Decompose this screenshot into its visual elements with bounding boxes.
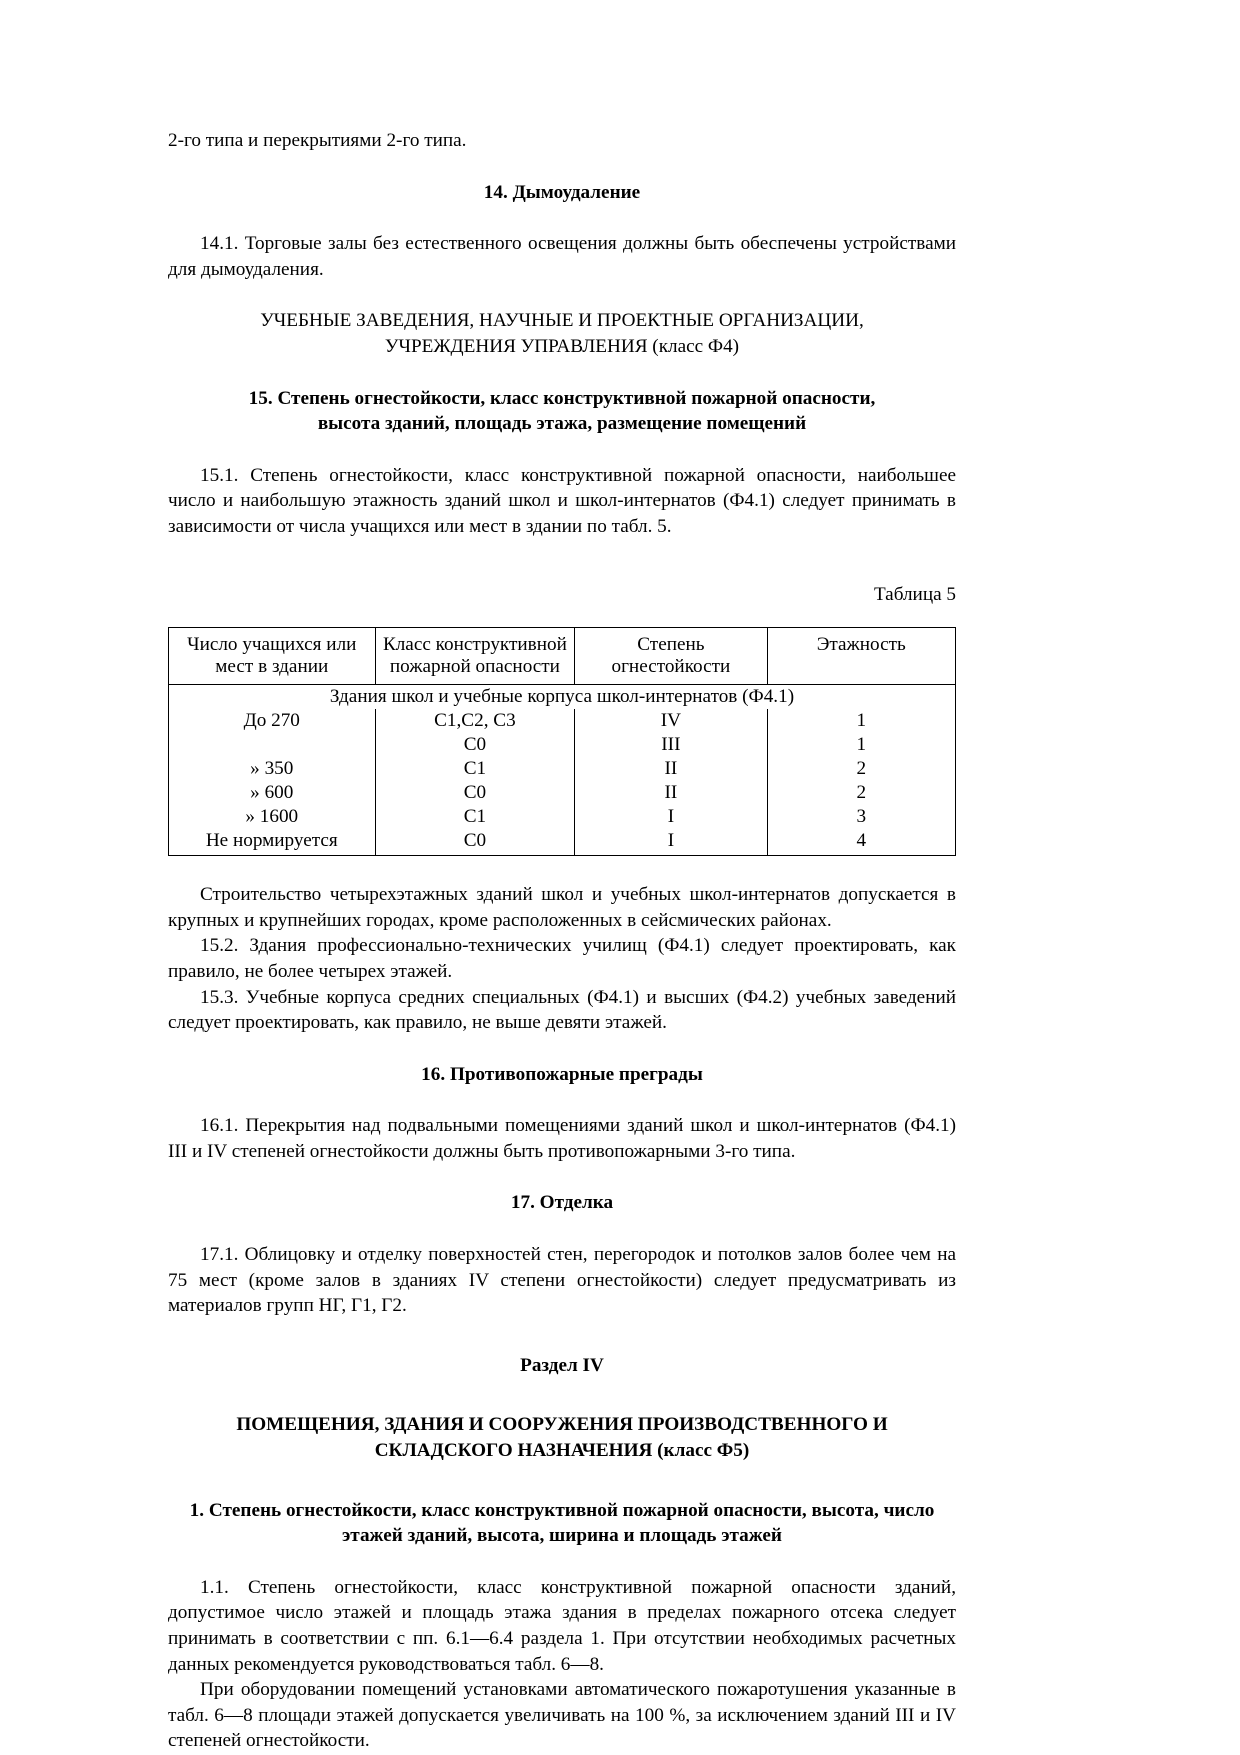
table-5-head (169, 628, 956, 685)
cell-class: С0 (375, 733, 575, 757)
cell-floors: 1 (767, 733, 956, 757)
cell-floors: 2 (767, 757, 956, 781)
paragraph-15-2: 15.2. Здания профессионально-технических училищ (Ф4.1) следует проектировать, как правило, не более четырех этажей. (168, 935, 956, 982)
cell-floors: 4 (767, 829, 956, 856)
header-line2: огнестойкости (611, 656, 731, 678)
header-line2 (859, 656, 864, 677)
document-page (168, 0, 956, 1754)
table-header-cell-class (375, 628, 575, 685)
section-14-heading: 14. Дымоудаление (483, 181, 641, 203)
spacer (168, 1549, 956, 1575)
spacer (168, 1464, 956, 1498)
cell-floors: 3 (767, 805, 956, 829)
cell-count: До 270 (169, 709, 376, 733)
table-header-cell-count (169, 628, 376, 685)
paragraph-1-1: 1.1. Степень огнестойкости, класс конструктивной пожарной опасности зданий, допустимое число этажей и площадь этажа здания в пределах пожарного отсека следует принимать в соответствии с пп. 6.1—6.4 раздела 1. При отсутствии необходимых расчетных данных рекомендуется руководствоваться табл. 6—8. (168, 1576, 956, 1675)
cell-class: С1 (375, 805, 575, 829)
spacer (168, 540, 956, 582)
header-line1: Число учащихся или (187, 634, 357, 656)
table-row (169, 709, 956, 733)
table-row (169, 829, 956, 856)
spacer (168, 1036, 956, 1062)
table-row (169, 733, 956, 757)
header-line2: пожарной опасности (389, 656, 560, 678)
table-5-label: Таблица 5 (873, 583, 956, 605)
razdel-iv-title-line2: СКЛАДСКОГО НАЗНАЧЕНИЯ (класс Ф5) (374, 1440, 750, 1462)
spacer (168, 1087, 956, 1113)
spacer (168, 360, 956, 386)
class-f4-heading-line2: УЧРЕЖДЕНИЯ УПРАВЛЕНИЯ (класс Ф4) (384, 335, 740, 357)
cell-class: С0 (375, 781, 575, 805)
table-header-cell-degree (575, 628, 767, 685)
header-line1: Класс конструктивной (382, 634, 567, 656)
cell-count: Не нормируется (169, 829, 376, 856)
table-5 (168, 627, 956, 856)
cell-count: » 350 (169, 757, 376, 781)
cell-class: С1 (375, 757, 575, 781)
class-f4-heading-line1: УЧЕБНЫЕ ЗАВЕДЕНИЯ, НАУЧНЫЕ И ПРОЕКТНЫЕ ОРГАНИЗАЦИИ, (260, 310, 864, 332)
paragraph-15-3: 15.3. Учебные корпуса средних специальных (Ф4.1) и высших (Ф4.2) учебных заведений следует проектировать, как правило, не выше девяти этажей. (168, 986, 956, 1034)
table-span-cell: Здания школ и учебные корпуса школ-интернатов (Ф4.1) (169, 685, 956, 710)
table-header-row (169, 628, 956, 685)
cell-floors: 1 (767, 709, 956, 733)
section-17-heading: 17. Отделка (510, 1192, 614, 1214)
spacer (168, 1164, 956, 1190)
header-line1: Этажность (816, 634, 906, 656)
section-15-heading-line2: высота зданий, площадь этажа, размещение помещений (317, 413, 807, 435)
cell-degree: I (575, 829, 767, 856)
cell-degree: I (575, 805, 767, 829)
cell-count (169, 733, 376, 757)
section-15-heading-line1: 15. Степень огнестойкости, класс конструктивной пожарной опасности, (248, 387, 876, 409)
paragraph-1-2: При оборудовании помещений установками автоматического пожаротушения указанные в табл. 6—8 площади этажей допускается увеличивать на 100 %, за исключением зданий III и IV степеней огнестойкости. (168, 1679, 956, 1752)
section-1-heading-line1: 1. Степень огнестойкости, класс конструктивной пожарной опасности, высота, число (189, 1499, 935, 1521)
spacer (168, 282, 956, 308)
cell-floors: 2 (767, 781, 956, 805)
header-line2: мест в здании (215, 656, 329, 678)
spacer (168, 856, 956, 882)
table-row (169, 805, 956, 829)
spacer (168, 1216, 956, 1242)
paragraph-16-1: 16.1. Перекрытия над подвальными помещениями зданий школ и школ-интернатов (Ф4.1) III и IV степеней огнестойкости должны быть противопожарными 3-го типа. (168, 1115, 956, 1162)
cell-degree: II (575, 781, 767, 805)
spacer (168, 205, 956, 231)
table-row (169, 781, 956, 805)
cell-degree: IV (575, 709, 767, 733)
cell-class: С1,С2, С3 (375, 709, 575, 733)
paragraph-14-1: 14.1. Торговые залы без естественного освещения должны быть обеспечены устройствами для дымоудаления. (168, 233, 956, 280)
cell-degree: III (575, 733, 767, 757)
continuation-line: 2-го типа и перекрытиями 2-го типа. (168, 130, 467, 151)
razdel-iv-title-line1: ПОМЕЩЕНИЯ, ЗДАНИЯ И СООРУЖЕНИЯ ПРОИЗВОДСТВЕННОГО И (236, 1414, 888, 1436)
paragraph-17-1: 17.1. Облицовку и отделку поверхностей стен, перегородок и потолков залов более чем на 75 мест (кроме залов в зданиях IV степени огнестойкости) следует предусматривать из материалов групп НГ, Г1, Г2. (168, 1244, 956, 1317)
paragraph-15-1: 15.1. Степень огнестойкости, класс конструктивной пожарной опасности, наибольшее число и наибольшую этажность зданий школ и школ-интернатов (Ф4.1) следует принимать в зависимости от числа учащихся или мест в здании по табл. 5. (168, 464, 956, 537)
cell-count: » 1600 (169, 805, 376, 829)
spacer (168, 1378, 956, 1412)
paragraph-after-table: Строительство четырехэтажных зданий школ и учебных школ-интернатов допускается в крупных и крупнейших городах, кроме расположенных в сейсмических районах. (168, 884, 956, 931)
cell-class: С0 (375, 829, 575, 856)
spacer (168, 607, 956, 627)
cell-count: » 600 (169, 781, 376, 805)
table-header-cell-floors (767, 628, 956, 685)
spacer (168, 437, 956, 463)
spacer (168, 1319, 956, 1353)
header-line1: Степень (637, 634, 705, 656)
table-row (169, 757, 956, 781)
spacer (168, 154, 956, 180)
section-1-heading-line2: этажей зданий, высота, ширина и площадь этажей (342, 1525, 782, 1547)
section-16-heading: 16. Противопожарные преграды (421, 1063, 703, 1085)
table-5-body (169, 685, 956, 856)
cell-degree: II (575, 757, 767, 781)
razdel-iv-heading: Раздел IV (520, 1354, 604, 1376)
table-span-row (169, 685, 956, 710)
